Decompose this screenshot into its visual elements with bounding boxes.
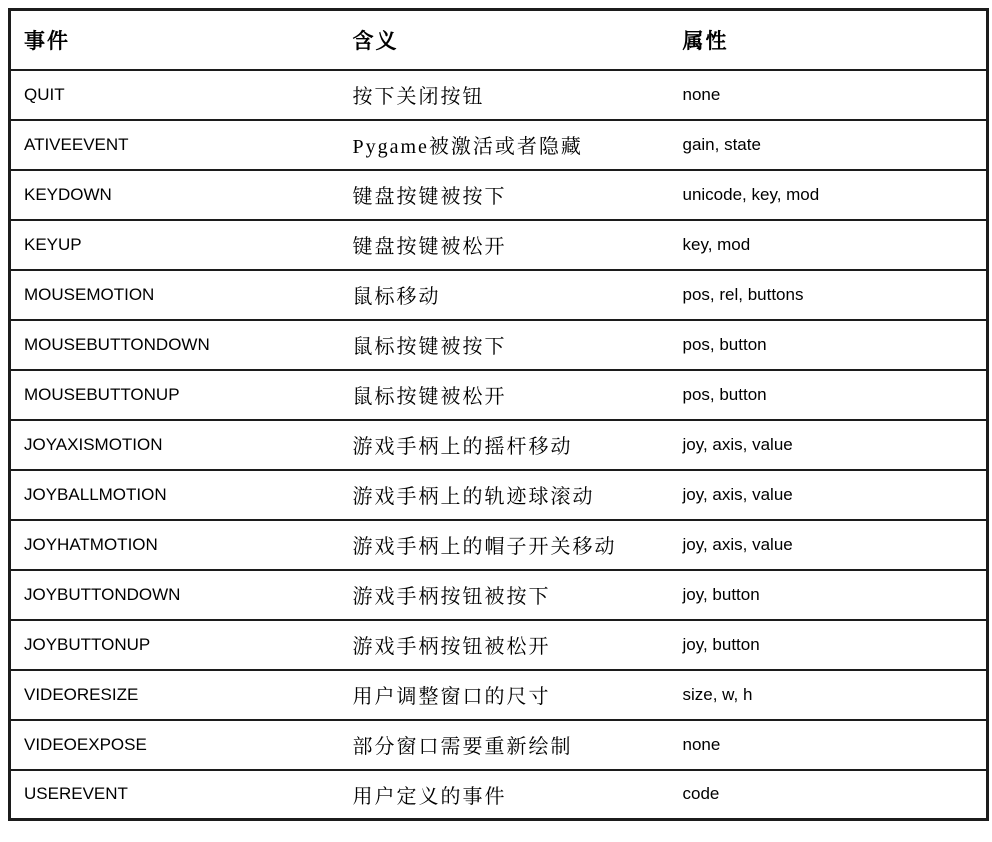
attributes-cell: pos, rel, buttons xyxy=(670,270,988,320)
event-cell: JOYBUTTONUP xyxy=(10,620,340,670)
meaning-cell: 游戏手柄按钮被松开 xyxy=(340,620,670,670)
event-cell: JOYBUTTONDOWN xyxy=(10,570,340,620)
attributes-cell: size, w, h xyxy=(670,670,988,720)
table-row xyxy=(10,770,988,820)
event-cell: KEYUP xyxy=(10,220,340,270)
attributes-cell: joy, button xyxy=(670,620,988,670)
meaning-cell: 部分窗口需要重新绘制 xyxy=(340,720,670,770)
attributes-cell: unicode, key, mod xyxy=(670,170,988,220)
attributes-cell: joy, axis, value xyxy=(670,520,988,570)
meaning-cell: 用户定义的事件 xyxy=(340,770,670,820)
table-row xyxy=(10,420,988,470)
event-cell: VIDEORESIZE xyxy=(10,670,340,720)
meaning-cell: 键盘按键被按下 xyxy=(340,170,670,220)
table-row xyxy=(10,470,988,520)
event-cell: MOUSEBUTTONUP xyxy=(10,370,340,420)
table-row xyxy=(10,670,988,720)
table-row xyxy=(10,220,988,270)
event-cell: JOYBALLMOTION xyxy=(10,470,340,520)
meaning-cell: 游戏手柄上的轨迹球滚动 xyxy=(340,470,670,520)
meaning-cell: 鼠标按键被按下 xyxy=(340,320,670,370)
attributes-cell: gain, state xyxy=(670,120,988,170)
meaning-cell: 鼠标按键被松开 xyxy=(340,370,670,420)
event-cell: JOYHATMOTION xyxy=(10,520,340,570)
table-row xyxy=(10,70,988,120)
event-cell: VIDEOEXPOSE xyxy=(10,720,340,770)
column-header-event: 事件 xyxy=(10,10,340,70)
attributes-cell: joy, button xyxy=(670,570,988,620)
attributes-cell: code xyxy=(670,770,988,820)
meaning-cell: 游戏手柄上的摇杆移动 xyxy=(340,420,670,470)
meaning-cell: 鼠标移动 xyxy=(340,270,670,320)
column-header-meaning: 含义 xyxy=(340,10,670,70)
meaning-cell: 游戏手柄上的帽子开关移动 xyxy=(340,520,670,570)
attributes-cell: pos, button xyxy=(670,370,988,420)
attributes-cell: key, mod xyxy=(670,220,988,270)
table-row xyxy=(10,720,988,770)
table-row xyxy=(10,570,988,620)
event-cell: JOYAXISMOTION xyxy=(10,420,340,470)
meaning-cell: 游戏手柄按钮被按下 xyxy=(340,570,670,620)
meaning-cell: 用户调整窗口的尺寸 xyxy=(340,670,670,720)
table-row xyxy=(10,120,988,170)
event-cell: KEYDOWN xyxy=(10,170,340,220)
attributes-cell: none xyxy=(670,720,988,770)
table-row xyxy=(10,270,988,320)
table-body xyxy=(10,70,988,820)
table-row xyxy=(10,370,988,420)
table-row xyxy=(10,320,988,370)
event-cell: MOUSEMOTION xyxy=(10,270,340,320)
meaning-cell: 键盘按键被松开 xyxy=(340,220,670,270)
table-row xyxy=(10,520,988,570)
event-cell: QUIT xyxy=(10,70,340,120)
event-cell: USEREVENT xyxy=(10,770,340,820)
column-header-attributes: 属性 xyxy=(670,10,988,70)
table-header-row xyxy=(10,10,988,70)
meaning-cell: 按下关闭按钮 xyxy=(340,70,670,120)
event-cell: MOUSEBUTTONDOWN xyxy=(10,320,340,370)
pygame-event-table xyxy=(8,8,989,821)
table-row xyxy=(10,170,988,220)
attributes-cell: joy, axis, value xyxy=(670,470,988,520)
attributes-cell: none xyxy=(670,70,988,120)
attributes-cell: pos, button xyxy=(670,320,988,370)
attributes-cell: joy, axis, value xyxy=(670,420,988,470)
event-cell: ATIVEEVENT xyxy=(10,120,340,170)
table-row xyxy=(10,620,988,670)
meaning-cell: Pygame被激活或者隐藏 xyxy=(340,120,670,170)
